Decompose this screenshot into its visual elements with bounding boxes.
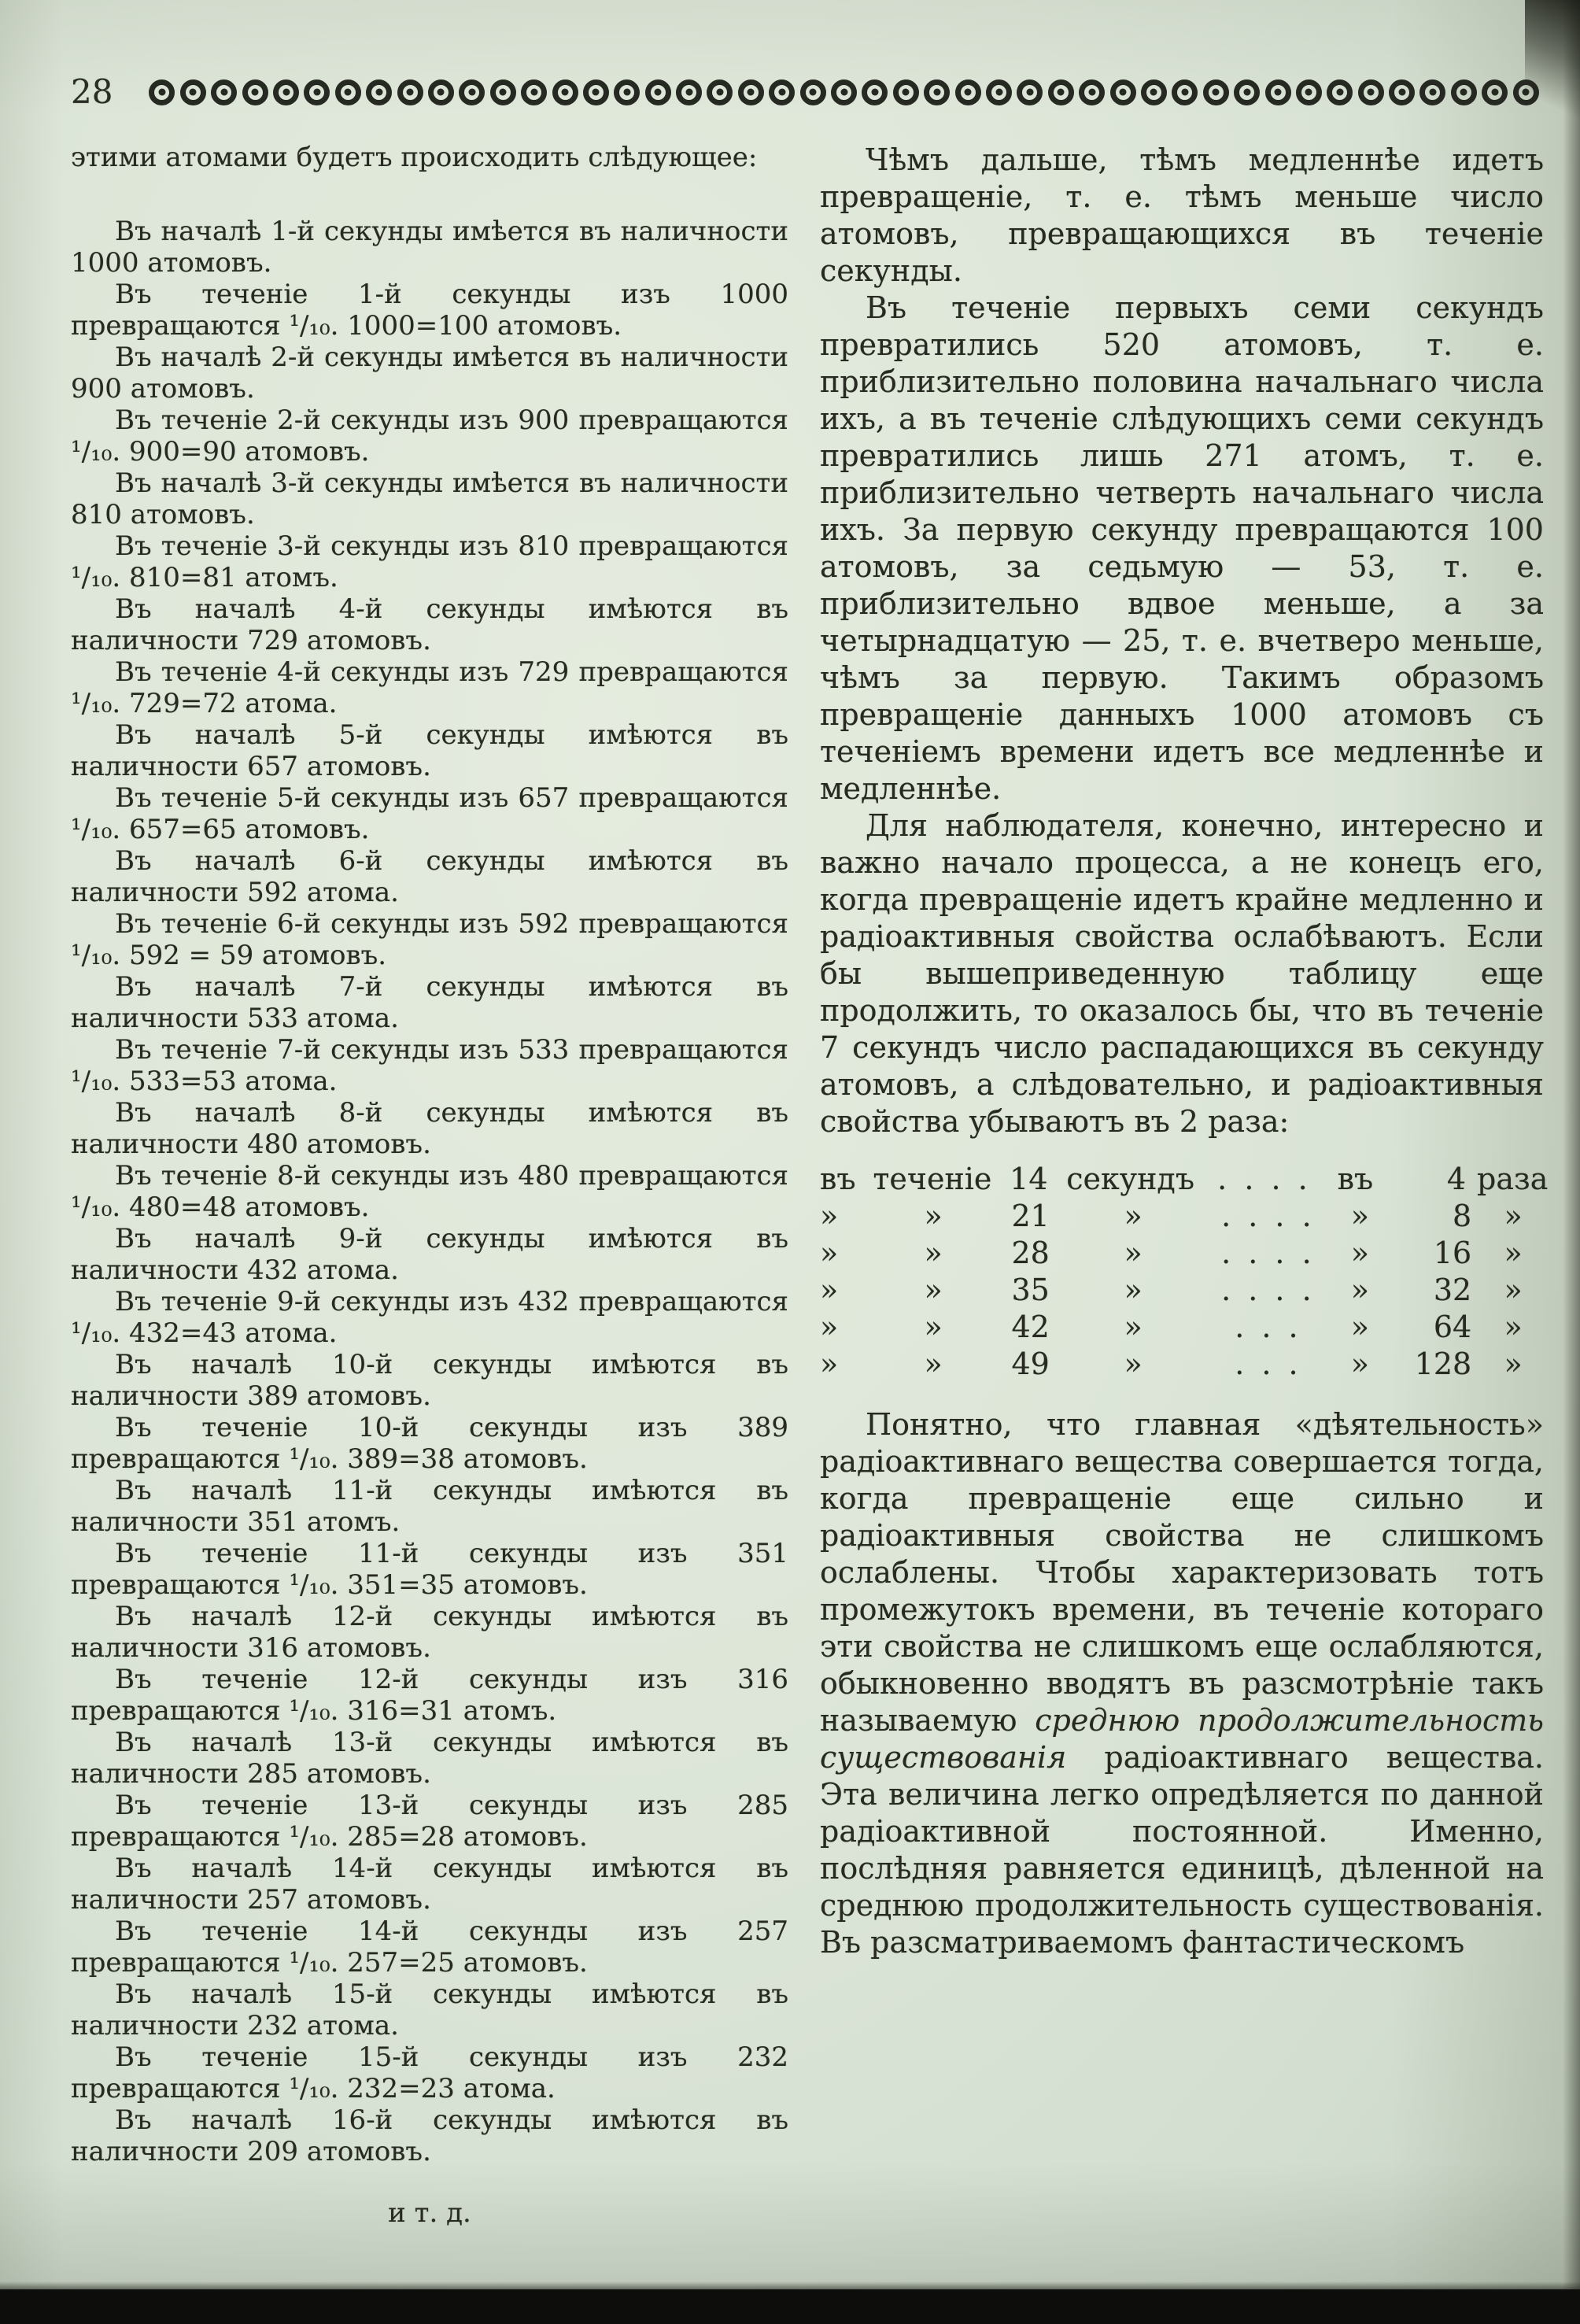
- decay-line: Въ началѣ 9-й секунды имѣются въ наличности 432 атома.: [71, 1223, 788, 1286]
- ornament-circle: [1419, 79, 1445, 105]
- ornament-circle: [1079, 79, 1105, 105]
- table-cell: 21: [1011, 1199, 1050, 1233]
- ornament-circle: [676, 79, 702, 105]
- ornament-circle: [1265, 79, 1291, 105]
- decay-line: Въ началѣ 10-й секунды имѣются въ наличности 389 атомовъ.: [71, 1349, 788, 1412]
- table-cell: »: [924, 1310, 943, 1344]
- table-cell: »: [1504, 1236, 1523, 1270]
- table-cell: »: [1504, 1310, 1523, 1344]
- table-cell: теченіе: [873, 1162, 992, 1196]
- table-cell: . . .: [1235, 1310, 1298, 1344]
- table-cell: 4: [1446, 1162, 1466, 1196]
- table-cell: »: [1504, 1347, 1523, 1381]
- ornament-circle: [986, 79, 1012, 105]
- decay-line: Въ началѣ 4-й секунды имѣются въ наличности 729 атомовъ.: [71, 593, 788, 656]
- decay-line: Въ началѣ 16-й секунды имѣются въ наличности 209 атомовъ.: [71, 2104, 788, 2167]
- ornament-circle: [304, 79, 330, 105]
- decay-list: [71, 216, 788, 2167]
- decay-line: Въ началѣ 13-й секунды имѣются въ наличности 285 атомовъ.: [71, 1727, 788, 1790]
- ornament-circle: [1048, 79, 1074, 105]
- ornament-circle: [583, 79, 609, 105]
- decay-line: Въ началѣ 14-й секунды имѣются въ наличности 257 атомовъ.: [71, 1853, 788, 1916]
- ornament-circle: [800, 79, 826, 105]
- ornament-circle: [924, 79, 950, 105]
- table-cell: »: [820, 1347, 839, 1381]
- ornament-circle: [397, 79, 423, 105]
- decay-line: Въ теченіе 10-й секунды изъ 389 превращаются ¹/₁₀. 389=38 атомовъ.: [71, 1412, 788, 1475]
- table-cell: »: [1124, 1310, 1143, 1344]
- intro-paragraph: этими атомами будетъ происходить слѣдующее:: [71, 142, 758, 173]
- table-cell: въ: [820, 1162, 856, 1196]
- ornament-circle: [738, 79, 764, 105]
- table-cell: »: [924, 1199, 943, 1233]
- table-cell: раза: [1477, 1162, 1549, 1196]
- decay-line: Въ началѣ 7-й секунды имѣются въ наличности 533 атома.: [71, 971, 788, 1034]
- table-row: [820, 1235, 1544, 1272]
- table-cell: »: [1350, 1236, 1369, 1270]
- page-header: [0, 0, 1580, 109]
- table-cell: »: [1124, 1273, 1143, 1307]
- decay-line: Въ теченіе 9-й секунды изъ 432 превращаются ¹/₁₀. 432=43 атома.: [71, 1286, 788, 1349]
- ornament-circle: [862, 79, 888, 105]
- text-segment: Понятно, что главная «дѣятельность» радіоактивнаго вещества совершается тогда, когда превращеніе еще сильно и радіоактивныя свойства не слишкомъ ослаблены. Чтобы характеризовать тотъ промежутокъ времени, въ теченіе котораго эти свойства не слишкомъ еще ослабляются, обыкновенно вводятъ въ разсмотрѣніе такъ называемую: [820, 1407, 1544, 1738]
- table-cell: секундъ: [1066, 1162, 1194, 1196]
- table-cell: 42: [1011, 1310, 1050, 1344]
- decay-line: Въ теченіе 8-й секунды изъ 480 превращаются ¹/₁₀. 480=48 атомовъ.: [71, 1160, 788, 1223]
- table-cell: . . . .: [1221, 1236, 1312, 1270]
- table-cell: 128: [1414, 1347, 1472, 1381]
- table-cell: . . .: [1235, 1347, 1298, 1381]
- decay-line: Въ началѣ 8-й секунды имѣются въ наличности 480 атомовъ.: [71, 1097, 788, 1160]
- table-cell: 64: [1433, 1310, 1472, 1344]
- decay-line: Въ началѣ 11-й секунды имѣются въ наличности 351 атомъ.: [71, 1475, 788, 1538]
- ornament-circle: [1234, 79, 1260, 105]
- ornament-circle: [521, 79, 547, 105]
- table-row: [820, 1309, 1544, 1346]
- ornament-circle: [831, 79, 857, 105]
- table-row: [820, 1272, 1544, 1309]
- table-cell: »: [924, 1347, 943, 1381]
- table-cell: »: [820, 1310, 839, 1344]
- decay-line: Въ теченіе 14-й секунды изъ 257 превращаются ¹/₁₀. 257=25 атомовъ.: [71, 1916, 788, 1979]
- ornament-circle: [707, 79, 733, 105]
- decay-line: Въ теченіе 13-й секунды изъ 285 превращаются ¹/₁₀. 285=28 атомовъ.: [71, 1790, 788, 1853]
- ornament-circle: [893, 79, 919, 105]
- table-cell: »: [1350, 1199, 1369, 1233]
- decay-line: Въ теченіе 2-й секунды изъ 900 превращаются ¹/₁₀. 900=90 атомовъ.: [71, 405, 788, 467]
- table-cell: 8: [1453, 1199, 1472, 1233]
- italic-term: среднюю продолжительность существованія: [820, 1703, 1544, 1775]
- ornament-circle: [459, 79, 485, 105]
- ornament-circle: [180, 79, 206, 105]
- ornament-circle: [552, 79, 578, 105]
- text-segment: радіоактивнаго вещества. Эта величина легко опредѣляется по данной радіоактивной постоянной. Именно, послѣдняя равняется единицѣ, дѣленной на среднюю продолжительность существованія. Въ разсматриваемомъ фантастическомъ: [820, 1740, 1544, 1960]
- decay-line: Въ началѣ 6-й секунды имѣются въ наличности 592 атома.: [71, 845, 788, 908]
- ornament-circle: [149, 79, 175, 105]
- ornament-circle: [366, 79, 392, 105]
- table-cell: »: [1124, 1236, 1143, 1270]
- table-cell: 49: [1011, 1347, 1050, 1381]
- table-cell: 14: [1010, 1162, 1048, 1196]
- scan-edge-right: [1563, 0, 1580, 2324]
- table-cell: »: [820, 1236, 839, 1270]
- scan-edge-bottom: [0, 2289, 1580, 2324]
- ornament-circle: [955, 79, 981, 105]
- table-cell: »: [820, 1273, 839, 1307]
- table-cell: »: [924, 1236, 943, 1270]
- ornament-circle: [273, 79, 299, 105]
- decay-line: Въ теченіе 6-й секунды изъ 592 превращаются ¹/₁₀. 592 = 59 атомовъ.: [71, 908, 788, 971]
- decay-line: Въ теченіе 1-й секунды изъ 1000 превращаются ¹/₁₀. 1000=100 атомовъ.: [71, 279, 788, 342]
- ornament-border: [149, 79, 1539, 105]
- paragraph-main-1: Чѣмъ дальше, тѣмъ медленнѣе идетъ превращеніе, т. е. тѣмъ меньше число атомовъ, превращающихся въ теченіе секунды.: [820, 142, 1544, 288]
- table-cell: »: [1504, 1273, 1523, 1307]
- table-cell: 16: [1433, 1236, 1472, 1270]
- table-row: [820, 1198, 1544, 1235]
- ornament-circle: [242, 79, 268, 105]
- table-row: [820, 1161, 1549, 1198]
- table-cell: »: [1350, 1310, 1369, 1344]
- decay-line: Въ теченіе 3-й секунды изъ 810 превращаются ¹/₁₀. 810=81 атомъ.: [71, 530, 788, 593]
- left-column: [71, 142, 788, 2229]
- paragraph-main-3: Для наблюдателя, конечно, интересно и важно начало процесса, а не конецъ его, когда превращеніе идетъ крайне медленно и радіоактивныя свойства ослабѣваютъ. Если бы вышеприведенную таблицу еще продолжить, то оказалось бы, что въ теченіе 7 секундъ число распадающихся въ секунду атомовъ, а слѣдовательно, и радіоактивныя свойства убываютъ въ 2 раза:: [820, 808, 1544, 1139]
- table-cell: 35: [1011, 1273, 1050, 1307]
- ornament-circle: [1017, 79, 1043, 105]
- ornament-circle: [1327, 79, 1353, 105]
- decay-line: Въ началѣ 1-й секунды имѣется въ наличности 1000 атомовъ.: [71, 216, 788, 279]
- table-cell: . . . .: [1221, 1199, 1312, 1233]
- table-cell: . . . .: [1221, 1273, 1312, 1307]
- ornament-circle: [1451, 79, 1477, 105]
- table-cell: въ: [1337, 1162, 1374, 1196]
- scan-edge-bottom-soft: [0, 2282, 1580, 2289]
- table-cell: »: [1350, 1273, 1369, 1307]
- right-column: [820, 142, 1549, 2229]
- table-cell: »: [1124, 1199, 1143, 1233]
- table-cell: 32: [1433, 1273, 1472, 1307]
- ornament-circle: [1482, 79, 1508, 105]
- decay-line: Въ теченіе 7-й секунды изъ 533 превращаются ¹/₁₀. 533=53 атома.: [71, 1034, 788, 1097]
- decay-line: Въ началѣ 2-й секунды имѣется въ наличности 900 атомовъ.: [71, 342, 788, 405]
- etc-label: и т. д.: [388, 2197, 471, 2229]
- decay-line: Въ теченіе 11-й секунды изъ 351 превращаются ¹/₁₀. 351=35 атомовъ.: [71, 1538, 788, 1601]
- ornament-circle: [1141, 79, 1167, 105]
- paragraph-main-4: [820, 1406, 1544, 1961]
- table-cell: »: [1350, 1347, 1369, 1381]
- ornament-circle: [211, 79, 237, 105]
- table-cell: . . . .: [1217, 1162, 1308, 1196]
- table-row: [820, 1346, 1544, 1383]
- ornament-circle: [1203, 79, 1229, 105]
- decay-line: Въ теченіе 12-й секунды изъ 316 превращаются ¹/₁₀. 316=31 атомъ.: [71, 1664, 788, 1727]
- ornament-circle: [1172, 79, 1198, 105]
- decay-line: Въ теченіе 4-й секунды изъ 729 превращаются ¹/₁₀. 729=72 атома.: [71, 656, 788, 719]
- decay-line: Въ теченіе 5-й секунды изъ 657 превращаются ¹/₁₀. 657=65 атомовъ.: [71, 782, 788, 845]
- ornament-circle: [614, 79, 640, 105]
- table-cell: »: [820, 1199, 839, 1233]
- page-number: 28: [71, 72, 113, 111]
- ornament-circle: [769, 79, 795, 105]
- ornament-circle: [1110, 79, 1136, 105]
- table-cell: »: [1504, 1199, 1523, 1233]
- decay-line: Въ теченіе 15-й секунды изъ 232 превращаются ¹/₁₀. 232=23 атома.: [71, 2041, 788, 2104]
- ornament-circle: [490, 79, 516, 105]
- ornament-circle: [428, 79, 454, 105]
- ornament-circle: [335, 79, 361, 105]
- decay-line: Въ началѣ 15-й секунды имѣются въ наличности 232 атома.: [71, 1979, 788, 2041]
- ornament-circle: [645, 79, 671, 105]
- text-columns: [0, 142, 1580, 2229]
- table-cell: 28: [1011, 1236, 1050, 1270]
- decay-line: Въ началѣ 12-й секунды имѣются въ наличности 316 атомовъ.: [71, 1601, 788, 1664]
- table-cell: »: [924, 1273, 943, 1307]
- decay-line: Въ началѣ 3-й секунды имѣется въ наличности 810 атомовъ.: [71, 467, 788, 530]
- decay-line: Въ началѣ 5-й секунды имѣются въ наличности 657 атомовъ.: [71, 719, 788, 782]
- ornament-circle: [1389, 79, 1415, 105]
- table-cell: »: [1124, 1347, 1143, 1381]
- ornament-circle: [1296, 79, 1322, 105]
- paragraph-main-2: Въ теченіе первыхъ семи секундъ превратились 520 атомовъ, т. е. приблизительно половина начальнаго числа ихъ, а въ теченіе слѣдующихъ семи секундъ превратились лишь 271 атомъ, т. е. приблизительно четверть начальнаго числа ихъ. За первую секунду превращаются 100 атомовъ, за седьмую — 53, т. е. приблизительно вдвое меньше, а за четырнадцатую — 25, т. е. вчетверо меньше, чѣмъ за первую. Такимъ образомъ превращеніе данныхъ 1000 атомовъ съ теченіемъ времени идетъ все медленнѣе и медленнѣе.: [820, 290, 1544, 806]
- ornament-circle: [1358, 79, 1384, 105]
- halving-table: [820, 1161, 1549, 1383]
